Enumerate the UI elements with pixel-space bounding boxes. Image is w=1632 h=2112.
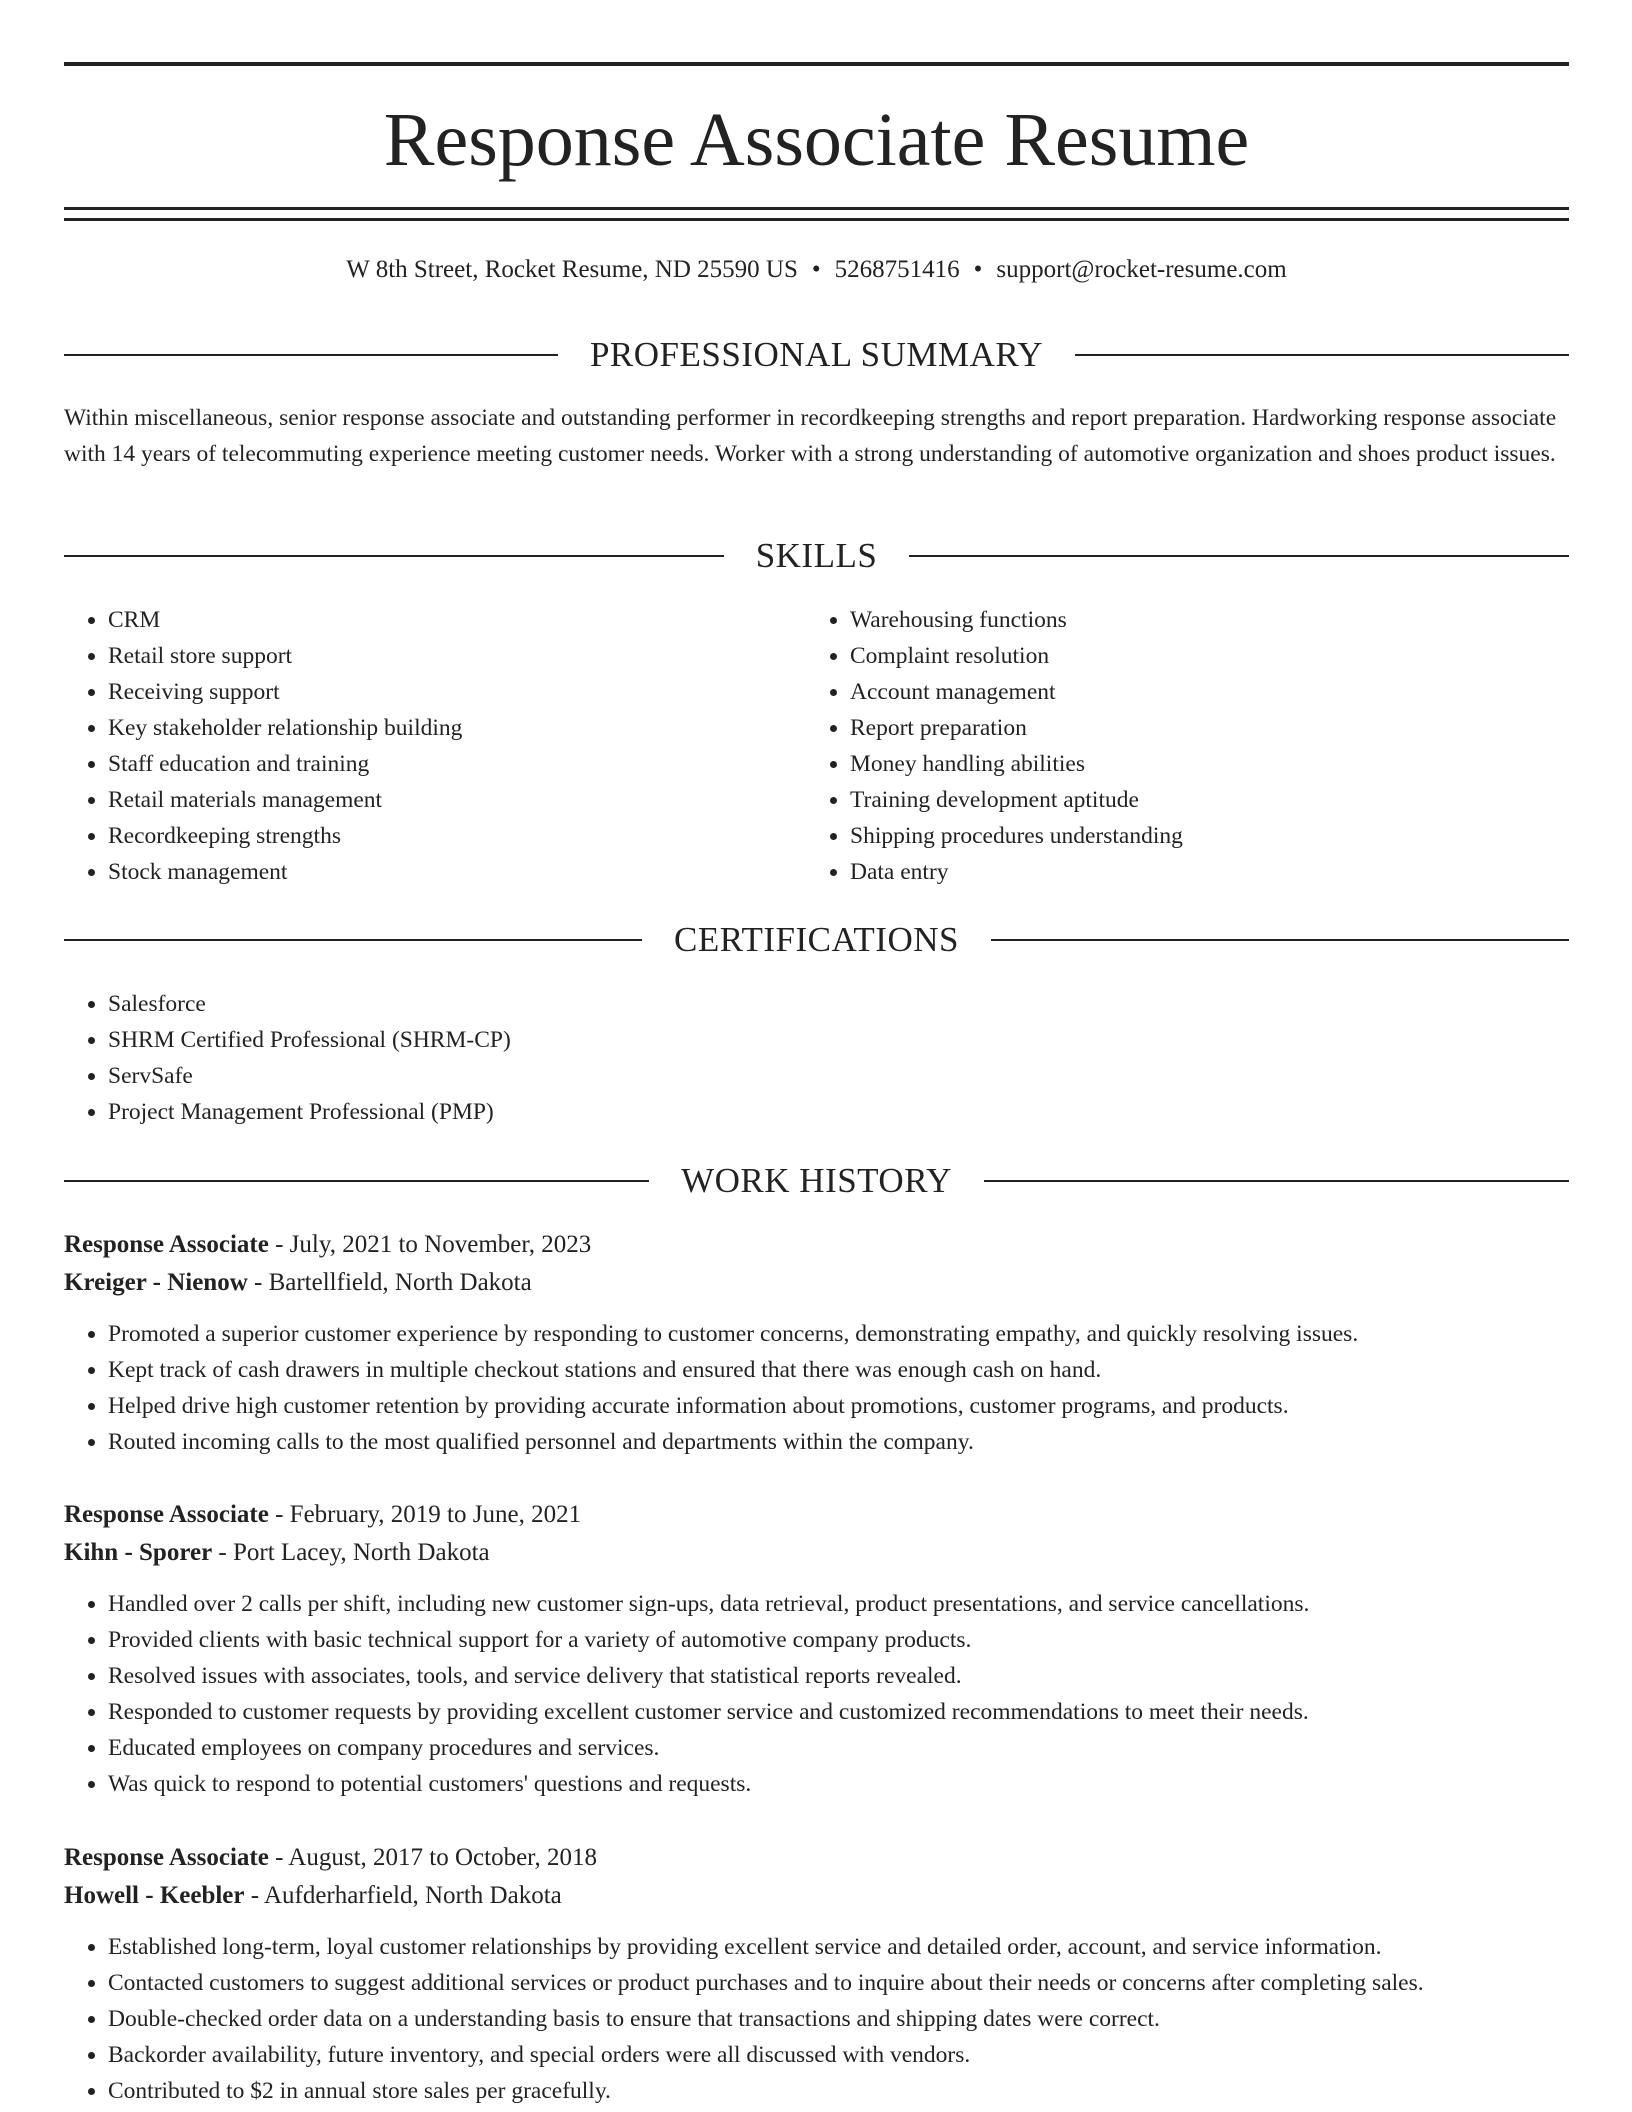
certifications-heading-row	[64, 918, 1569, 962]
job-bullet: • Provided clients with basic technical support for a variety of automotive company products.	[108, 1622, 1569, 1658]
heading-rule	[64, 939, 642, 941]
job-entry	[64, 1226, 1569, 1460]
contact-address: W 8th Street, Rocket Resume, ND 25590 US	[346, 256, 798, 283]
job-bullet: • Educated employees on company procedures and services.	[108, 1730, 1569, 1766]
job-bullet: • Routed incoming calls to the most qualified personnel and departments within the company.	[108, 1424, 1569, 1460]
job-bullet: • Promoted a superior customer experience by responding to customer concerns, demonstrating empathy, and quickly resolving issues.	[108, 1316, 1569, 1352]
certification-item: • Salesforce	[108, 986, 511, 1022]
job-bullet: • Established long-term, loyal customer relationships by providing excellent service and detailed order, account, and service information.	[108, 1929, 1569, 1965]
contact-separator: •	[973, 256, 983, 283]
job-bullet: • Contacted customers to suggest additional services or product purchases and to inquire about their needs or concerns after completing sales.	[108, 1965, 1569, 2001]
skill-item: • CRM	[108, 602, 462, 638]
job-title-line	[64, 1496, 1569, 1534]
summary-heading: PROFESSIONAL SUMMARY	[589, 335, 1044, 374]
job-title: Response Associate	[64, 1844, 269, 1871]
skill-item: • Account management	[850, 674, 1183, 710]
job-bullet: • Kept track of cash drawers in multiple checkout stations and ensured that there was enough cash on hand.	[108, 1352, 1569, 1388]
contact-separator: •	[811, 256, 821, 283]
certification-item: • Project Management Professional (PMP)	[108, 1094, 511, 1130]
job-title: Response Associate	[64, 1231, 269, 1258]
certifications-list	[64, 986, 511, 1130]
job-location: - Port Lacey, North Dakota	[212, 1539, 490, 1566]
skill-item: • Stock management	[108, 854, 462, 890]
skills-column-right	[806, 602, 1183, 890]
job-company: Kreiger - Nienow	[64, 1269, 248, 1296]
title-double-rule	[64, 207, 1569, 221]
job-title-line	[64, 1226, 1569, 1264]
job-location: - Bartellfield, North Dakota	[247, 1269, 532, 1296]
job-company-line	[64, 1534, 1569, 1572]
heading-rule	[909, 555, 1569, 557]
skill-item: • Data entry	[850, 854, 1183, 890]
work-heading: WORK HISTORY	[681, 1161, 952, 1200]
skill-item: • Recordkeeping strengths	[108, 818, 462, 854]
job-company-line	[64, 1877, 1569, 1915]
job-entry	[64, 1839, 1569, 2109]
certification-item: • SHRM Certified Professional (SHRM-CP)	[108, 1022, 511, 1058]
certification-item: • ServSafe	[108, 1058, 511, 1094]
job-bullet: • Contributed to $2 in annual store sales per gracefully.	[108, 2073, 1569, 2109]
skill-item: • Money handling abilities	[850, 746, 1183, 782]
job-company-line	[64, 1264, 1569, 1302]
skill-item: • Key stakeholder relationship building	[108, 710, 462, 746]
job-bullet: • Responded to customer requests by providing excellent customer service and customized recommendations to meet their needs.	[108, 1694, 1569, 1730]
heading-rule	[64, 1180, 649, 1182]
skills-list-left	[64, 602, 462, 890]
heading-rule	[1075, 354, 1569, 356]
skill-item: • Retail store support	[108, 638, 462, 674]
job-company: Howell - Keebler	[64, 1882, 245, 1909]
skill-item: • Report preparation	[850, 710, 1183, 746]
summary-heading-row	[64, 333, 1569, 377]
job-bullet: • Resolved issues with associates, tools, and service delivery that statistical reports revealed.	[108, 1658, 1569, 1694]
job-title-line	[64, 1839, 1569, 1877]
heading-rule	[64, 555, 724, 557]
heading-rule	[991, 939, 1569, 941]
page-title: Response Assoсiate Resume	[383, 98, 1250, 182]
job-dates: - February, 2019 to June, 2021	[268, 1501, 582, 1528]
skills-heading-row	[64, 534, 1569, 578]
job-title: Response Associate	[64, 1501, 269, 1528]
job-bullets	[64, 1316, 1569, 1460]
certifications-heading: CERTIFICATIONS	[674, 920, 959, 959]
skills-heading: SKILLS	[755, 536, 878, 575]
job-bullet: • Double-checked order data on a understanding basis to ensure that transactions and shipping dates were correct.	[108, 2001, 1569, 2037]
job-bullet: • Backorder availability, future inventory, and special orders were all discussed with vendors.	[108, 2037, 1569, 2073]
job-dates: - August, 2017 to October, 2018	[268, 1844, 597, 1871]
job-entry	[64, 1496, 1569, 1802]
skill-item: • Complaint resolution	[850, 638, 1183, 674]
skill-item: • Staff education and training	[108, 746, 462, 782]
heading-rule	[64, 354, 558, 356]
job-bullet: • Helped drive high customer retention by providing accurate information about promotions, customer programs, and products.	[108, 1388, 1569, 1424]
skills-list-right	[806, 602, 1183, 890]
top-rule	[64, 62, 1569, 66]
job-bullet: • Was quick to respond to potential customers' questions and requests.	[108, 1766, 1569, 1802]
summary-text: Within miscellaneous, senior response associate and outstanding performer in recordkeeping strengths and report preparation. Hardworking response associate with 14 years of telecommuting experience meeting customer needs. Worker with a strong understanding of automotive organization and shoes product issues.	[64, 405, 1557, 467]
skills-column-left	[64, 602, 462, 890]
skill-item: • Retail materials management	[108, 782, 462, 818]
contact-line	[64, 252, 1569, 288]
job-bullets	[64, 1586, 1569, 1802]
skill-item: • Shipping procedures understanding	[850, 818, 1183, 854]
skill-item: • Warehousing functions	[850, 602, 1183, 638]
job-company: Kihn - Sporer	[64, 1539, 213, 1566]
work-heading-row	[64, 1159, 1569, 1203]
job-bullet: • Handled over 2 calls per shift, including new customer sign-ups, data retrieval, product presentations, and service cancellations.	[108, 1586, 1569, 1622]
job-dates: - July, 2021 to November, 2023	[268, 1231, 592, 1258]
skill-item: • Training development aptitude	[850, 782, 1183, 818]
contact-email: support@rocket-resume.com	[996, 256, 1287, 283]
heading-rule	[984, 1180, 1569, 1182]
certifications-block	[64, 986, 511, 1130]
skill-item: • Receiving support	[108, 674, 462, 710]
job-bullets	[64, 1929, 1569, 2109]
contact-phone: 5268751416	[834, 256, 960, 283]
job-location: - Aufderharfield, North Dakota	[244, 1882, 562, 1909]
